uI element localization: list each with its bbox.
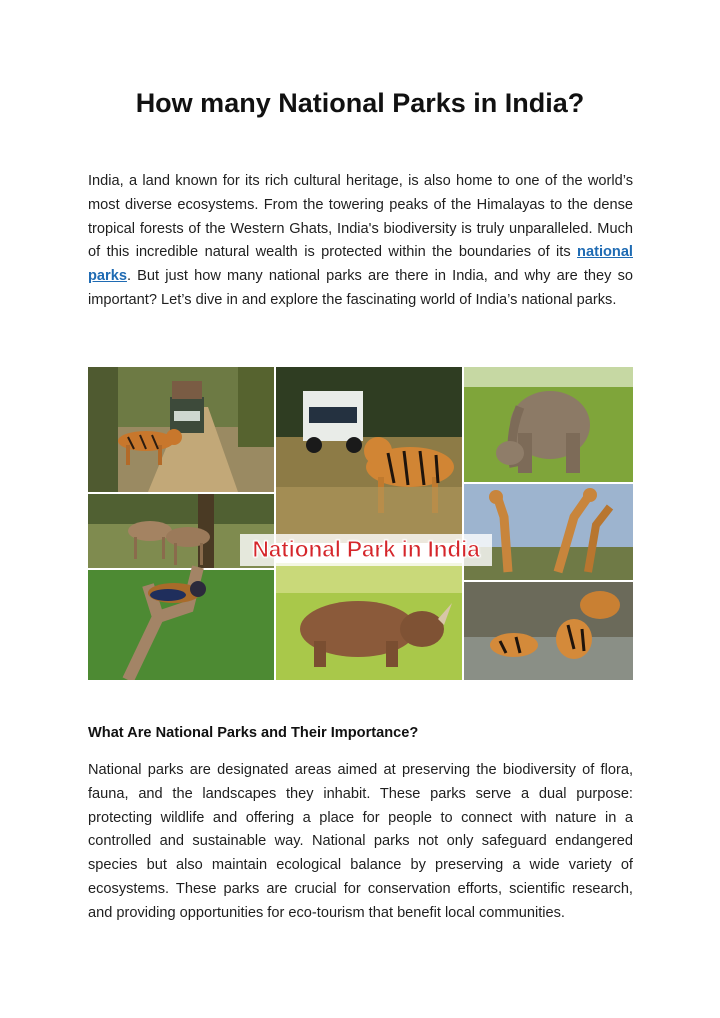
tiger-jeep-tile [88,367,274,492]
national-parks-link[interactable]: national parks [88,244,633,285]
national-parks-collage-image [88,367,633,680]
page-title: How many National Parks in India? [135,88,585,118]
collage-picture [88,367,633,680]
intro-paragraph [88,170,633,313]
tigers-water-tile [464,582,633,680]
intro-text-end: . But just how many national parks are there in India, and why are they so important? Let’s dive in and explore the fascinating world of India’s national parks. [88,268,633,308]
bird-branch-tile [88,567,274,680]
intro-text-start: India, a land known for its rich cultural heritage, is also home to one of the world’s most diverse ecosystems. From the towering peaks of the Himalayas to the dense tropical forests of the Western Ghats, India's biodiversity is truly unparalleled. Much of this incredible natural wealth is protected within the boundaries of its [88,173,633,261]
tiger-center-tile [276,367,462,543]
section-heading: What Are National Parks and Their Importance? [88,725,419,741]
section-paragraph: National parks are designated areas aimed at preserving the biodiversity of flora, fauna, and the landscapes they inhabit. These parks serve a dual purpose: protecting wildlife and offering a place for people to connect with nature in a controlled and sustainable way. National parks not only safeguard endangered species but also maintain ecological balance by preserving a wide variety of ecosystems. These parks are crucial for conservation efforts, scientific research, and providing opportunities for eco-tourism that benefit local communities. [88,762,633,921]
rhino-tile [276,563,462,680]
elephant-tile [464,367,633,482]
image-banner-text: National Park in India [252,536,480,562]
